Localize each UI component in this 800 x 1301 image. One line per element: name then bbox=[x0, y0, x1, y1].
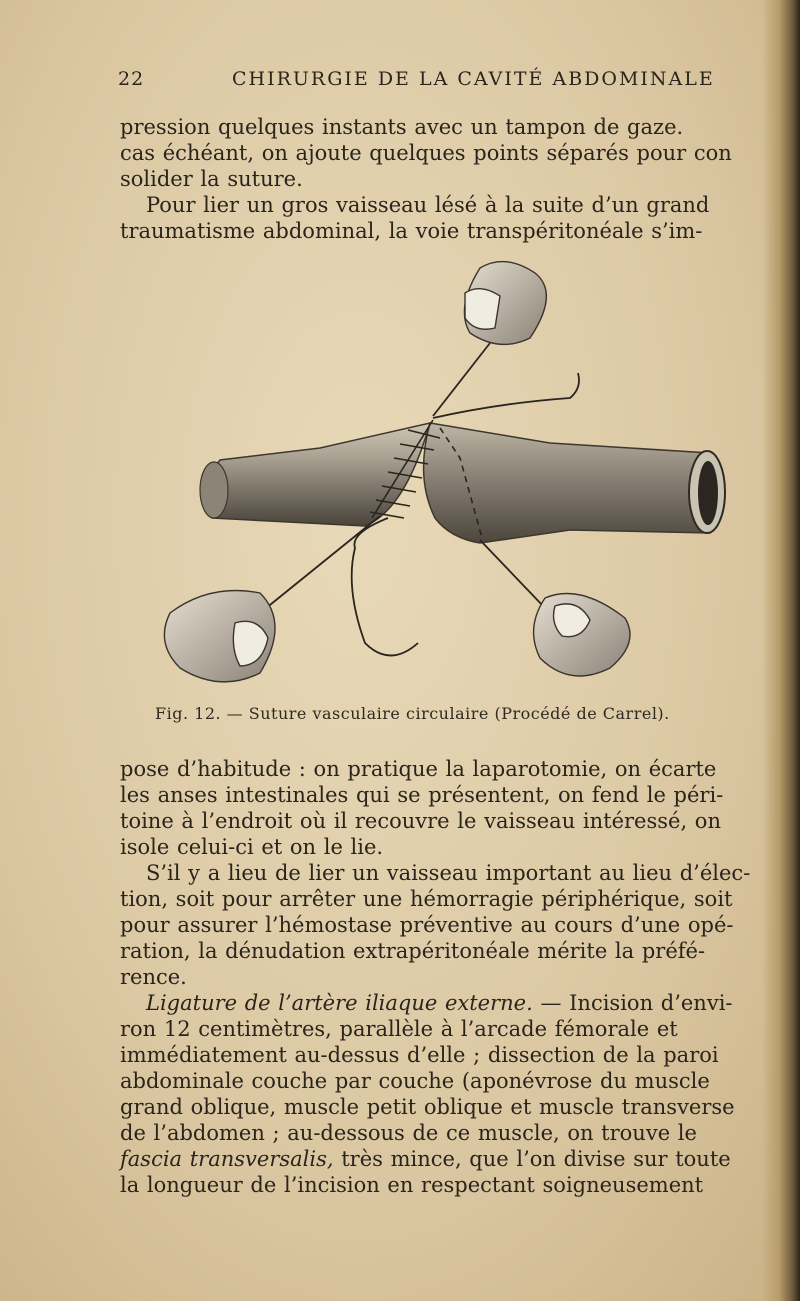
figure-caption: Fig. 12. — Suture vasculaire circulaire (Procédé de Carrel). bbox=[155, 704, 670, 723]
book-spine-shadow bbox=[762, 0, 800, 1301]
text-line: ron 12 centimètres, parallèle à l’arcade fémorale et bbox=[120, 1017, 678, 1041]
vascular-suture-illustration bbox=[150, 248, 735, 703]
text-line: Pour lier un gros vaisseau lésé à la suite d’un grand bbox=[146, 193, 710, 217]
page-number: 22 bbox=[118, 68, 145, 90]
text-line: pose d’habitude : on pratique la laparotomie, on écarte bbox=[120, 757, 717, 781]
text-span: — Incision d’envi- bbox=[532, 991, 733, 1015]
text-line: ration, la dénudation extrapéritonéale mérite la préfé- bbox=[120, 939, 706, 963]
text-line: immédiatement au-dessus d’elle ; dissection de la paroi bbox=[120, 1043, 719, 1067]
text-line: pour assurer l’hémostase préventive au cours d’une opé- bbox=[120, 913, 734, 937]
text-line bbox=[120, 1146, 752, 1172]
text-line: de l’abdomen ; au-dessous de ce muscle, on trouve le bbox=[120, 1121, 697, 1145]
text-line: pression quelques instants avec un tampon de gaze. bbox=[120, 115, 684, 139]
text-line: la longueur de l’incision en respectant soigneusement bbox=[120, 1173, 704, 1197]
text-line: rence. bbox=[120, 965, 187, 989]
text-span: très mince, que l’on divise sur toute bbox=[333, 1147, 731, 1171]
text-line bbox=[120, 990, 752, 1016]
text-line: grand oblique, muscle petit oblique et muscle transverse bbox=[120, 1095, 735, 1119]
bottom-paragraphs bbox=[120, 756, 752, 1198]
text-line: isole celui-ci et on le lie. bbox=[120, 835, 384, 859]
text-line: abdominale couche par couche (aponévrose du muscle bbox=[120, 1069, 710, 1093]
text-line: traumatisme abdominal, la voie transpéritonéale s’im- bbox=[120, 219, 703, 243]
text-line: tion, soit pour arrêter une hémorragie périphérique, soit bbox=[120, 887, 733, 911]
term-italic: fascia transversalis, bbox=[120, 1147, 334, 1171]
text-line: solider la suture. bbox=[120, 167, 303, 191]
text-line: cas échéant, on ajoute quelques points séparés pour con bbox=[120, 141, 732, 165]
section-heading-italic: Ligature de l’artère iliaque externe. bbox=[146, 991, 533, 1015]
running-title: CHIRURGIE DE LA CAVITÉ ABDOMINALE bbox=[232, 68, 715, 90]
text-line: les anses intestinales qui se présentent, on fend le péri- bbox=[120, 783, 724, 807]
text-line: S’il y a lieu de lier un vaisseau important au lieu d’élec- bbox=[146, 861, 751, 885]
text-line: toine à l’endroit où il recouvre le vaisseau intéressé, on bbox=[120, 809, 721, 833]
top-paragraphs bbox=[120, 114, 752, 244]
